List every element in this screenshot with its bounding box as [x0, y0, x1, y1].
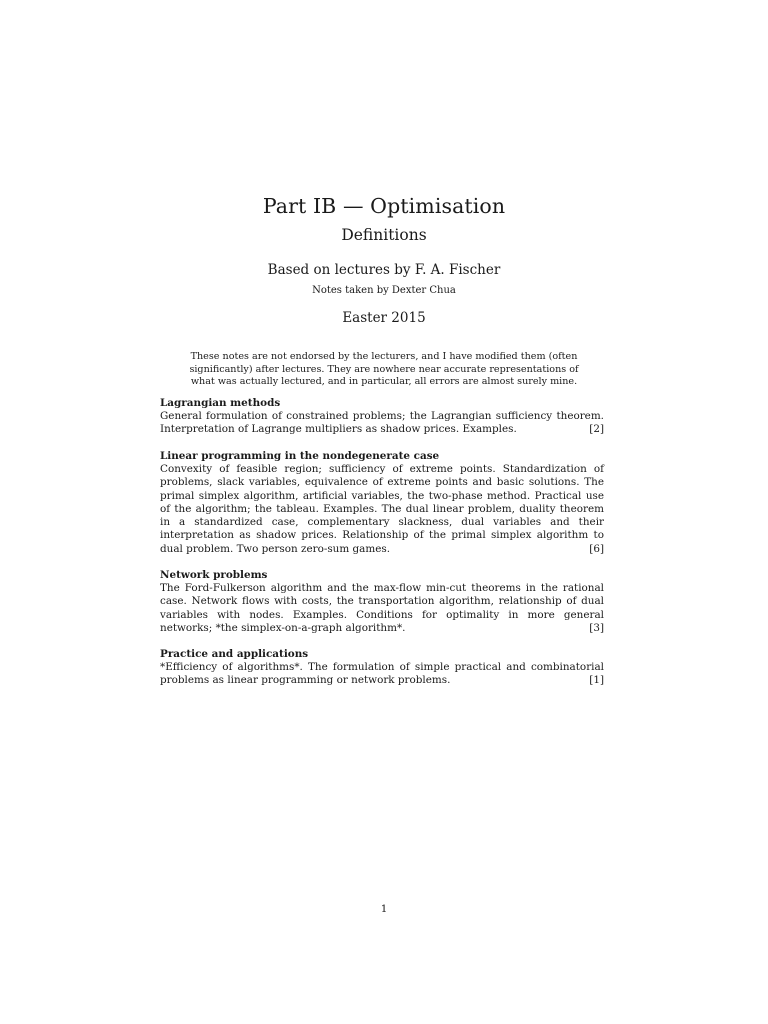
lecture-count: [3] — [589, 621, 604, 634]
lecture-count: [6] — [589, 542, 604, 555]
lecture-count: [2] — [589, 423, 604, 436]
document-subtitle: Definitions — [341, 226, 427, 244]
section-heading: Linear programming in the nondegenerate case — [160, 450, 440, 462]
section-body — [160, 582, 604, 635]
section-heading: Lagrangian methods — [160, 397, 281, 409]
lecture-count: [1] — [589, 674, 604, 687]
section-body-text: *Efficiency of algorithms*. The formulation of simple practical and combinatorial problems as linear programming or network problems. — [160, 661, 604, 687]
section-body-text: Convexity of feasible region; sufficiency of extreme points. Standardization of problems, slack variables, equivalence of extreme points and basic solutions. The primal simplex algorithm, artificial variables, the two-phase method. Practical use of the algorithm; the tableau. Examples. The dual linear problem, duality theorem in a standardized case, complementary slackness, dual variables and their interpretation as shadow prices. Relationship of the primal simplex algorithm to dual problem. Two person zero-sum games. — [160, 463, 604, 555]
notetaker-line: Notes taken by Dexter Chua — [312, 285, 456, 296]
page-number: 1 — [380, 903, 388, 915]
lecturer-line: Based on lectures by F. A. Fischer — [267, 262, 501, 278]
section-body — [160, 661, 604, 688]
section-practice-and-applications — [160, 648, 604, 688]
section-linear-programming — [160, 450, 604, 556]
section-body — [160, 463, 604, 556]
section-heading: Network problems — [160, 569, 268, 581]
disclaimer-text: These notes are not endorsed by the lecturers, and I have modified them (often significantly) after lectures. They are nowhere near accurate representations of what was actually lectured, and in particular, all errors are almost surely mine. — [189, 351, 579, 387]
document-title: Part IB — Optimisation — [262, 194, 506, 218]
section-network-problems — [160, 569, 604, 635]
section-body-text: The Ford-Fulkerson algorithm and the max-flow min-cut theorems in the rational case. Network flows with costs, the transportation algorithm, relationship of dual variables with nodes. Examples. Conditions for optimality in more general networks; *the simplex-on-a-graph algorithm*. — [160, 582, 604, 634]
section-body — [160, 410, 604, 437]
section-body-text: General formulation of constrained problems; the Lagrangian sufficiency theorem. Interpretation of Lagrange multipliers as shadow prices. Examples. — [160, 410, 604, 436]
section-heading: Practice and applications — [160, 648, 309, 660]
section-lagrangian-methods — [160, 397, 604, 437]
term-line: Easter 2015 — [342, 310, 426, 326]
